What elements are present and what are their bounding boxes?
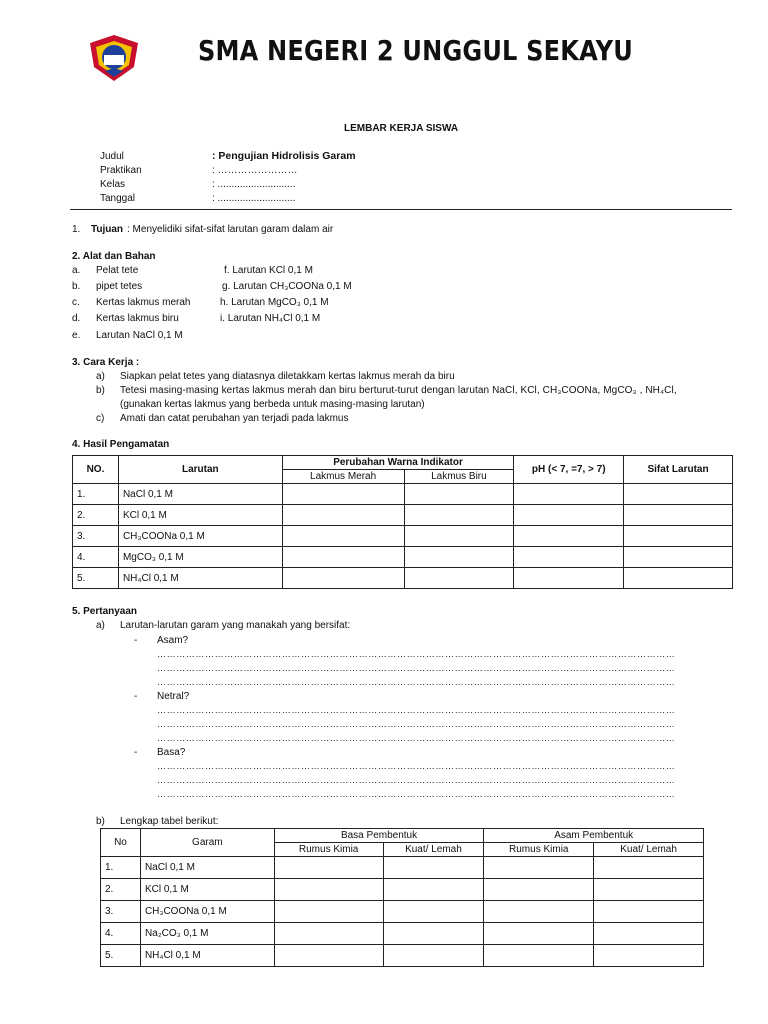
info-value: : …………………… <box>212 165 298 176</box>
col-header-ph: pH (< 7, =7, > 7) <box>514 456 624 484</box>
section-1-text: : Menyelidiki sifat-sifat larutan garam dalam air <box>127 224 334 235</box>
list-item: i. Larutan NH₄Cl 0,1 M <box>220 313 321 324</box>
cell-empty[interactable] <box>282 568 404 589</box>
list-marker: e. <box>72 330 81 341</box>
col-header-lakmus-biru: Lakmus Biru <box>404 470 514 484</box>
cell-empty[interactable] <box>514 526 624 547</box>
answer-dotted-line[interactable]: ……………………………………………………………………………………………………………………………………………… <box>157 775 676 785</box>
section-2-heading: 2. Alat dan Bahan <box>72 251 156 262</box>
dash-marker: - <box>134 635 138 646</box>
col-header-sifat: Sifat Larutan <box>624 456 733 484</box>
list-item: Kertas lakmus merah <box>96 297 191 308</box>
cell-empty[interactable] <box>594 879 704 901</box>
cell-empty[interactable] <box>514 505 624 526</box>
cell-empty[interactable] <box>274 901 383 923</box>
cell-no: 3. <box>101 901 141 923</box>
col-header-basa: Basa Pembentuk <box>274 829 484 843</box>
list-item: pipet tetes <box>96 281 143 292</box>
cell-empty[interactable] <box>404 526 514 547</box>
cell-no: 1. <box>73 484 119 505</box>
cell-empty[interactable] <box>282 505 404 526</box>
answer-dotted-line[interactable]: ……………………………………………………………………………………………………………………………………………… <box>157 761 676 771</box>
cell-larutan: CH₃COONa 0,1 M <box>118 526 282 547</box>
info-label: Tanggal <box>100 193 136 204</box>
cell-empty[interactable] <box>484 923 594 945</box>
question-b-marker: b) <box>96 816 105 827</box>
info-value: : Pengujian Hidrolisis Garam <box>212 150 356 162</box>
cell-empty[interactable] <box>274 945 383 967</box>
cell-empty[interactable] <box>404 484 514 505</box>
col-header-lakmus-merah: Lakmus Merah <box>282 470 404 484</box>
cell-garam: NaCl 0,1 M <box>140 857 274 879</box>
list-marker: b) <box>96 385 105 396</box>
table-row <box>73 547 733 568</box>
cell-empty[interactable] <box>484 857 594 879</box>
cell-no: 2. <box>101 879 141 901</box>
answer-label: Netral? <box>157 691 190 702</box>
cell-empty[interactable] <box>383 857 484 879</box>
school-logo <box>88 33 140 83</box>
cell-empty[interactable] <box>383 945 484 967</box>
col-header-perubahan: Perubahan Warna Indikator <box>282 456 514 470</box>
table-row <box>101 857 704 879</box>
cell-no: 2. <box>73 505 119 526</box>
cell-empty[interactable] <box>274 879 383 901</box>
list-item: g. Larutan CH₃COONa 0,1 M <box>222 281 352 292</box>
list-marker: a. <box>72 265 81 276</box>
answer-dotted-line[interactable]: ……………………………………………………………………………………………………………………………………………… <box>157 733 676 743</box>
list-item: Amati dan catat perubahan yan terjadi pada lakmus <box>120 413 349 424</box>
col-header-garam: Garam <box>140 829 274 857</box>
document-title: LEMBAR KERJA SISWA <box>344 123 459 134</box>
section-1-number: 1. <box>72 224 81 235</box>
cell-garam: KCl 0,1 M <box>140 879 274 901</box>
cell-no: 5. <box>73 568 119 589</box>
cell-empty[interactable] <box>514 547 624 568</box>
table-row <box>73 526 733 547</box>
cell-empty[interactable] <box>383 923 484 945</box>
list-item: h. Larutan MgCO₃ 0,1 M <box>220 297 329 308</box>
cell-garam: CH₃COONa 0,1 M <box>140 901 274 923</box>
question-b-text: Lengkap tabel berikut: <box>120 816 219 827</box>
col-header-kuat-asam: Kuat/ Lemah <box>594 843 704 857</box>
table-row <box>73 568 733 589</box>
cell-empty[interactable] <box>514 484 624 505</box>
col-header-no: No <box>101 829 141 857</box>
list-item: Larutan NaCl 0,1 M <box>96 330 183 341</box>
answer-label: Basa? <box>157 747 186 758</box>
cell-empty[interactable] <box>594 923 704 945</box>
section-3-heading: 3. Cara Kerja : <box>72 357 140 368</box>
cell-empty[interactable] <box>484 879 594 901</box>
list-item: f. Larutan KCl 0,1 M <box>224 265 313 276</box>
observation-table <box>72 455 733 589</box>
list-item: Siapkan pelat tetes yang diatasnya diletakkam kertas lakmus merah da biru <box>120 371 455 382</box>
table-row <box>101 879 704 901</box>
answer-dotted-line[interactable]: ……………………………………………………………………………………………………………………………………………… <box>157 649 676 659</box>
dash-marker: - <box>134 747 138 758</box>
cell-empty[interactable] <box>514 568 624 589</box>
cell-empty[interactable] <box>484 901 594 923</box>
info-label: Judul <box>100 151 124 162</box>
col-header-asam: Asam Pembentuk <box>484 829 704 843</box>
cell-empty[interactable] <box>383 879 484 901</box>
col-header-no: NO. <box>73 456 119 484</box>
answer-dotted-line[interactable]: ……………………………………………………………………………………………………………………………………………… <box>157 663 676 673</box>
section-4-heading: 4. Hasil Pengamatan <box>72 439 170 450</box>
table-row <box>101 923 704 945</box>
col-header-rumus-basa: Rumus Kimia <box>274 843 383 857</box>
list-item: Kertas lakmus biru <box>96 313 179 324</box>
dash-marker: - <box>134 691 138 702</box>
cell-empty[interactable] <box>624 484 733 505</box>
cell-larutan: MgCO₃ 0,1 M <box>118 547 282 568</box>
list-marker: c. <box>72 297 80 308</box>
salt-table <box>100 828 704 967</box>
cell-empty[interactable] <box>624 568 733 589</box>
section-1-label: Tujuan <box>91 224 124 235</box>
cell-empty[interactable] <box>624 526 733 547</box>
info-label: Kelas <box>100 179 126 190</box>
cell-no: 3. <box>73 526 119 547</box>
answer-dotted-line[interactable]: ……………………………………………………………………………………………………………………………………………… <box>157 789 676 799</box>
table-row <box>73 484 733 505</box>
cell-empty[interactable] <box>274 923 383 945</box>
cell-empty[interactable] <box>274 857 383 879</box>
cell-empty[interactable] <box>282 526 404 547</box>
cell-empty[interactable] <box>404 568 514 589</box>
cell-empty[interactable] <box>594 857 704 879</box>
info-value: : ............................ <box>212 193 296 204</box>
list-marker: b. <box>72 281 81 292</box>
answer-label: Asam? <box>157 635 189 646</box>
cell-empty[interactable] <box>404 505 514 526</box>
cell-empty[interactable] <box>282 547 404 568</box>
answer-dotted-line[interactable]: ……………………………………………………………………………………………………………………………………………… <box>157 719 676 729</box>
section-5-heading: 5. Pertanyaan <box>72 606 138 617</box>
table-row <box>101 901 704 923</box>
answer-dotted-line[interactable]: ……………………………………………………………………………………………………………………………………………… <box>157 705 676 715</box>
cell-empty[interactable] <box>594 945 704 967</box>
school-name: SMA NEGERI 2 UNGGUL SEKAYU <box>198 34 633 67</box>
question-a-text: Larutan-larutan garam yang manakah yang bersifat: <box>120 620 351 631</box>
cell-no: 4. <box>73 547 119 568</box>
cell-empty[interactable] <box>624 547 733 568</box>
cell-larutan: KCl 0,1 M <box>118 505 282 526</box>
list-item: Pelat tete <box>96 265 139 276</box>
cell-larutan: NaCl 0,1 M <box>118 484 282 505</box>
cell-empty[interactable] <box>484 945 594 967</box>
list-marker: a) <box>96 371 105 382</box>
list-item: (gunakan kertas lakmus yang berbeda untuk masing-masing larutan) <box>120 399 425 410</box>
list-item: Tetesi masing-masing kertas lakmus merah dan biru berturut-turut dengan larutan NaCl, KCl, CH₃COONa, MgCO₃ , NH₄Cl, <box>120 385 677 396</box>
list-marker: d. <box>72 313 81 324</box>
cell-empty[interactable] <box>282 484 404 505</box>
col-header-rumus-asam: Rumus Kimia <box>484 843 594 857</box>
answer-dotted-line[interactable]: ……………………………………………………………………………………………………………………………………………… <box>157 677 676 687</box>
cell-garam: NH₄Cl 0,1 M <box>140 945 274 967</box>
info-value: : ............................ <box>212 179 296 190</box>
cell-empty[interactable] <box>404 547 514 568</box>
table-row <box>101 945 704 967</box>
divider-line <box>70 209 732 210</box>
col-header-kuat-basa: Kuat/ Lemah <box>383 843 484 857</box>
table-row <box>73 505 733 526</box>
cell-no: 4. <box>101 923 141 945</box>
cell-no: 1. <box>101 857 141 879</box>
list-marker: c) <box>96 413 105 424</box>
cell-empty[interactable] <box>624 505 733 526</box>
question-a-marker: a) <box>96 620 105 631</box>
cell-empty[interactable] <box>594 901 704 923</box>
cell-no: 5. <box>101 945 141 967</box>
col-header-larutan: Larutan <box>118 456 282 484</box>
cell-larutan: NH₄Cl 0,1 M <box>118 568 282 589</box>
cell-empty[interactable] <box>383 901 484 923</box>
info-label: Praktikan <box>100 165 142 176</box>
cell-garam: Na₂CO₃ 0,1 M <box>140 923 274 945</box>
